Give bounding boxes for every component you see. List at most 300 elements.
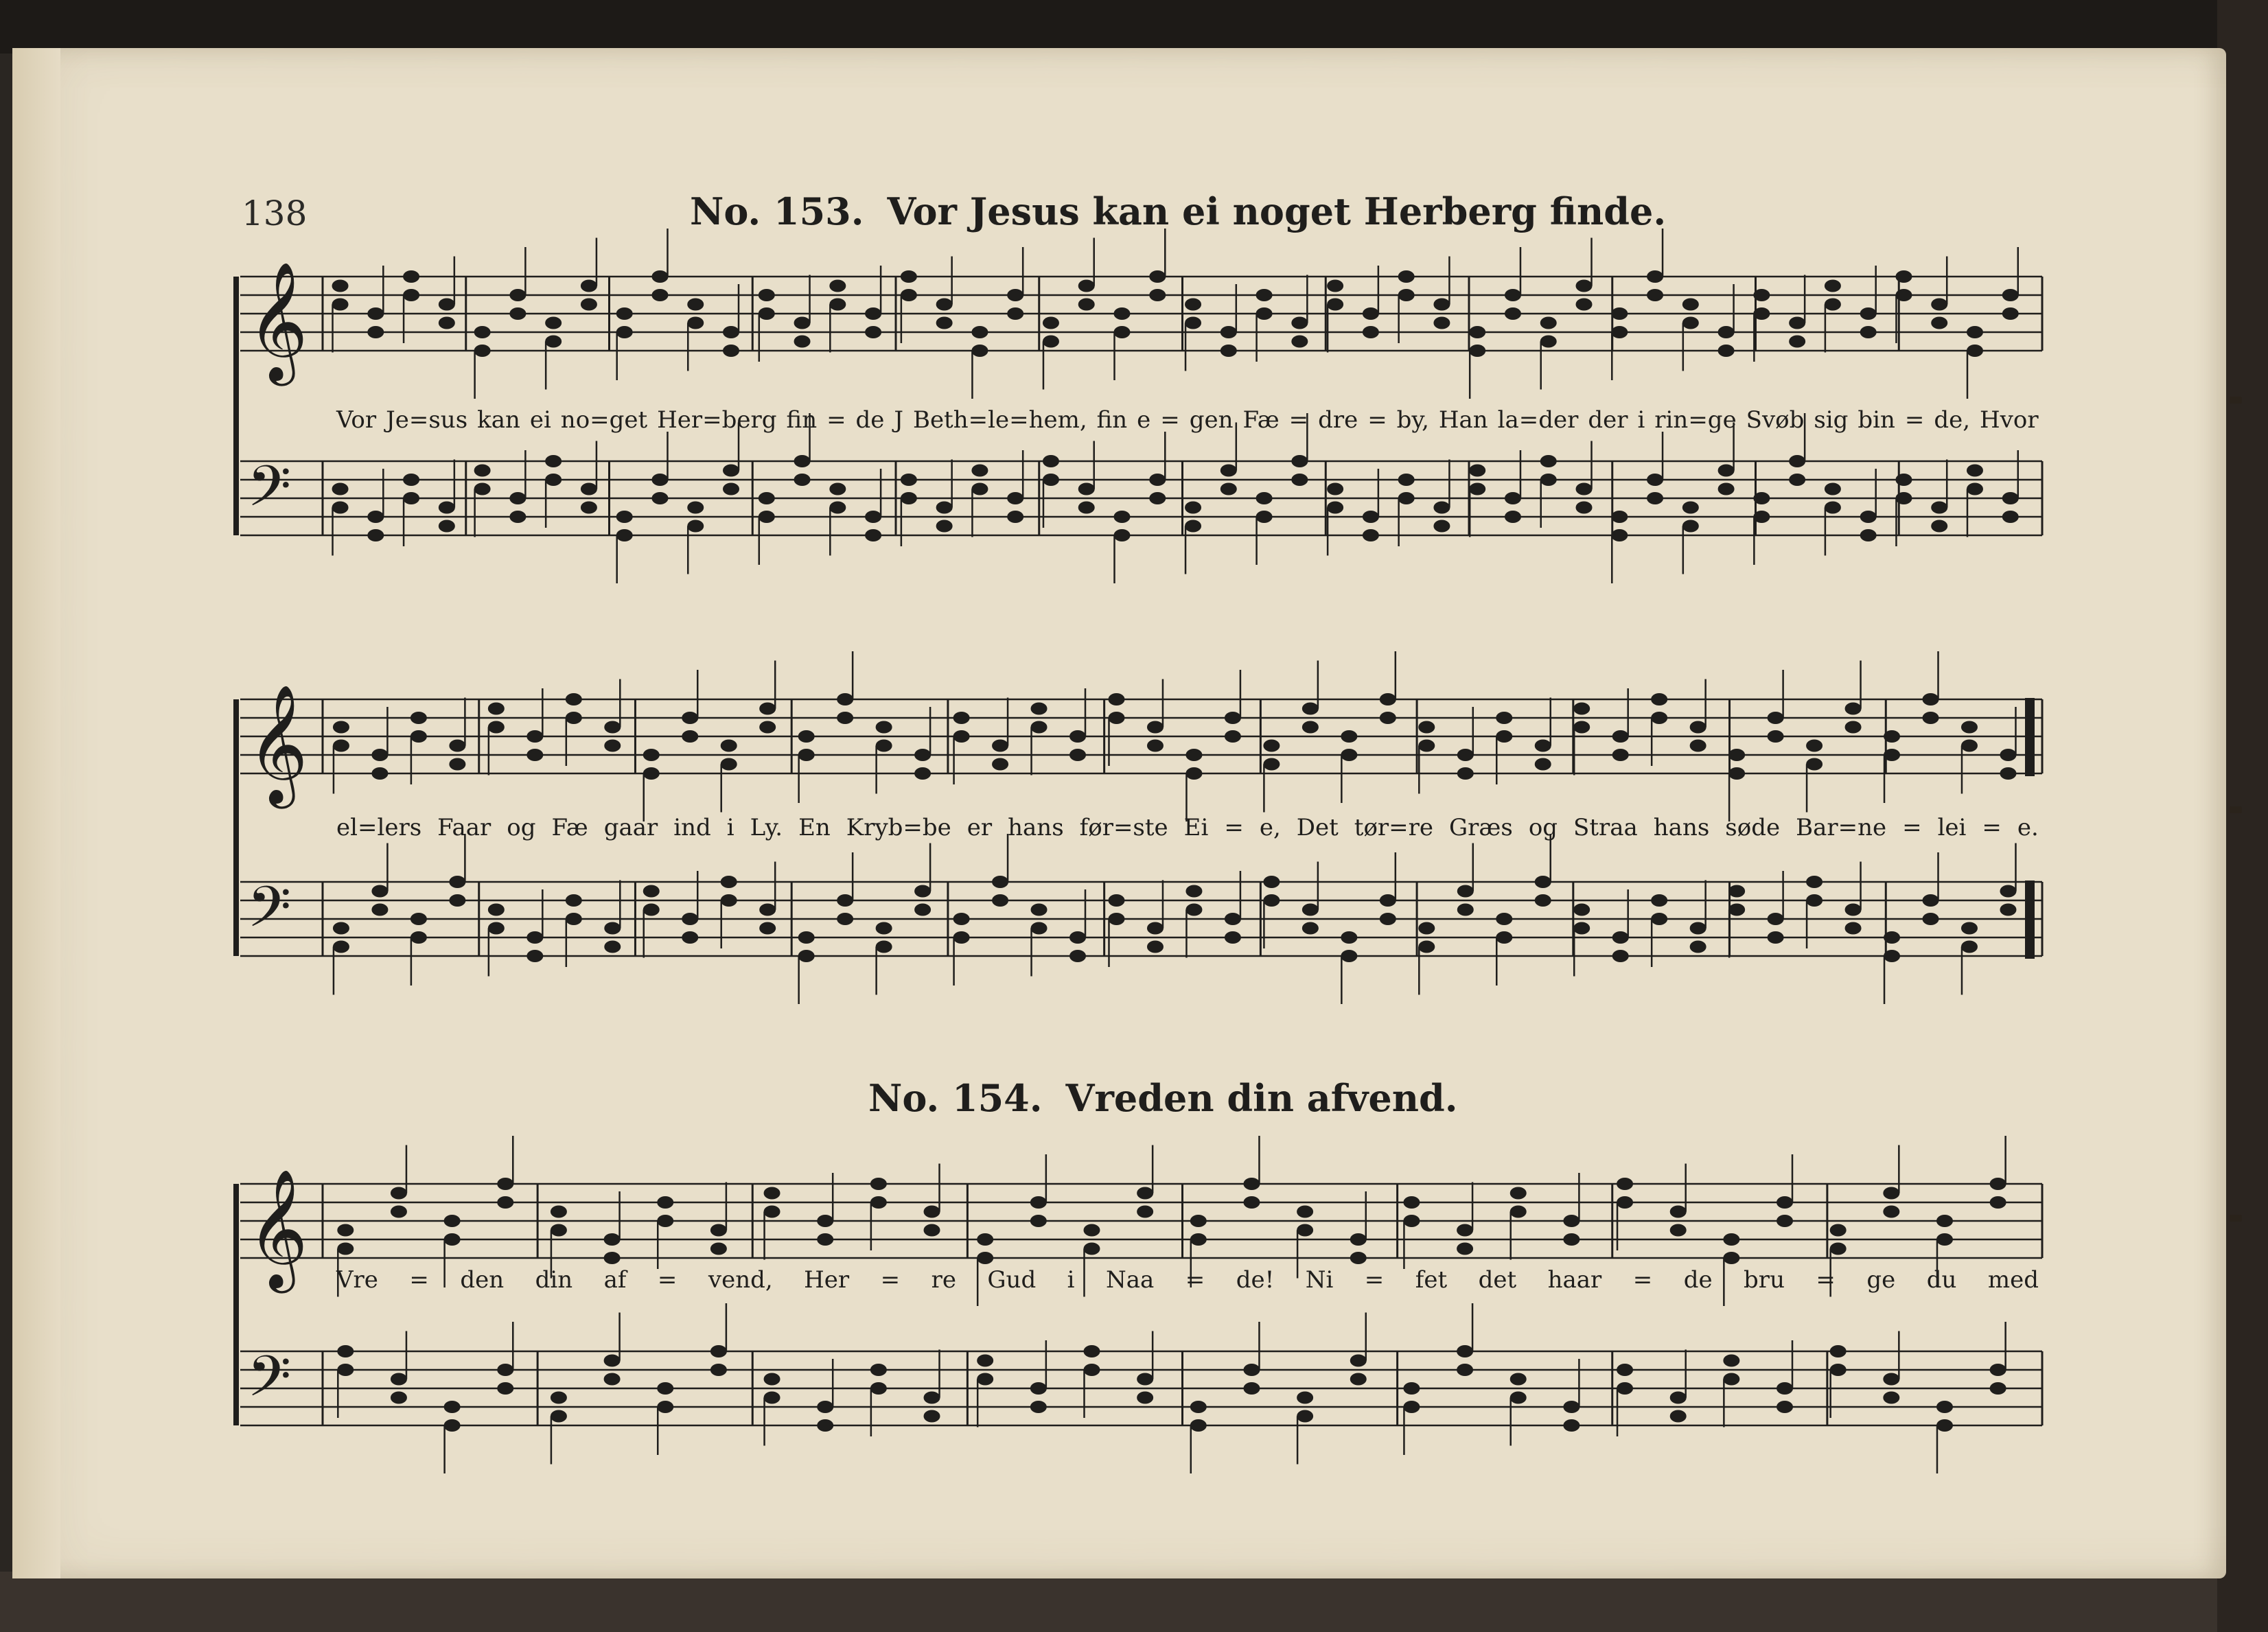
- note-head: [1398, 492, 1415, 504]
- note-head: [1302, 721, 1319, 734]
- note-head: [924, 1224, 940, 1237]
- note-head: [616, 511, 633, 523]
- note-head: [1185, 904, 1202, 916]
- note-head: [1291, 317, 1308, 329]
- note-head: [817, 1419, 833, 1432]
- note-head: [1083, 1224, 1100, 1237]
- note-head: [992, 876, 1008, 888]
- note-head: [566, 693, 582, 706]
- note-head: [1651, 712, 1667, 724]
- note-head: [1612, 749, 1629, 761]
- note-head: [1806, 876, 1822, 888]
- note-head: [1137, 1392, 1153, 1404]
- lyric-syllable: =: [880, 1266, 901, 1294]
- note-head: [1990, 1178, 2006, 1190]
- note-head: [1540, 455, 1557, 467]
- note-head: [1147, 740, 1164, 752]
- note-head: [1563, 1215, 1579, 1227]
- note-head: [798, 931, 815, 944]
- note-head: [1825, 502, 1841, 514]
- note-head: [526, 730, 543, 743]
- lyric-syllable: =: [1224, 814, 1244, 841]
- note-head: [1433, 317, 1450, 329]
- lyric-syllable: Her: [804, 1266, 850, 1294]
- note-head: [1611, 511, 1628, 523]
- song-title-text: Vor Jesus kan ei noget Herberg finde.: [887, 189, 1667, 233]
- note-head: [1895, 492, 1912, 504]
- note-head: [1297, 1392, 1313, 1404]
- note-head: [870, 1178, 887, 1190]
- lyric-syllable: du: [1926, 1266, 1957, 1294]
- note-head: [914, 767, 931, 780]
- note-head: [509, 307, 526, 320]
- lyric-syllable: tør=re: [1354, 814, 1434, 841]
- note-head: [1845, 703, 1862, 715]
- lyric-syllable: Kryb=be: [846, 814, 951, 841]
- note-head: [1031, 904, 1048, 916]
- note-head: [1777, 1382, 1793, 1395]
- note-head: [474, 483, 491, 496]
- lyric-syllable: de: [855, 406, 885, 434]
- note-head: [682, 730, 698, 743]
- note-head: [723, 483, 739, 496]
- note-head: [924, 1392, 940, 1404]
- lyric-syllable: før=ste: [1079, 814, 1168, 841]
- note-head: [1403, 1215, 1420, 1227]
- note-head: [604, 721, 621, 734]
- note-head: [1573, 721, 1590, 734]
- note-head: [488, 703, 505, 715]
- lyric-syllable: =: [1367, 406, 1387, 434]
- note-head: [1884, 950, 1900, 962]
- note-head: [1936, 1419, 1953, 1432]
- note-head: [1418, 740, 1435, 752]
- lyric-syllable: lei: [1937, 814, 1967, 841]
- note-head: [914, 885, 931, 898]
- note-head: [977, 1373, 993, 1386]
- note-head: [1728, 885, 1745, 898]
- note-head: [1723, 1373, 1739, 1386]
- note-head: [992, 894, 1008, 907]
- note-head: [1243, 1364, 1260, 1376]
- note-head: [1830, 1243, 1847, 1255]
- note-head: [723, 345, 739, 357]
- note-head: [1418, 721, 1435, 734]
- note-head: [829, 483, 846, 496]
- note-head: [1403, 1196, 1420, 1209]
- note-head: [1670, 1392, 1687, 1404]
- lyric-syllable: vend,: [708, 1266, 773, 1294]
- note-head: [1718, 465, 1735, 477]
- note-head: [497, 1196, 513, 1209]
- note-head: [2000, 904, 2016, 916]
- lyric-syllable: fin: [786, 406, 818, 434]
- note-head: [1496, 730, 1512, 743]
- note-head: [1108, 712, 1124, 724]
- note-head: [651, 492, 668, 504]
- note-head: [837, 693, 853, 706]
- note-head: [509, 492, 526, 504]
- lyric-syllable: Vor: [336, 406, 377, 434]
- note-head: [1825, 280, 1841, 292]
- note-head: [865, 529, 881, 541]
- lyric-syllable: og: [1528, 814, 1558, 841]
- note-head: [1113, 529, 1130, 541]
- lyric-syllable: =: [657, 1266, 678, 1294]
- note-head: [1433, 299, 1450, 311]
- lyric-syllable: bru: [1744, 1266, 1785, 1294]
- note-head: [367, 529, 384, 541]
- note-head: [1302, 922, 1319, 935]
- note-head: [829, 280, 846, 292]
- note-head: [1806, 740, 1822, 752]
- note-head: [1069, 931, 1086, 944]
- note-head: [1137, 1187, 1153, 1200]
- lyric-syllable: Det: [1296, 814, 1339, 841]
- lyric-syllable: i: [1637, 406, 1645, 434]
- note-head: [924, 1206, 940, 1218]
- lyric-syllable: ei: [529, 406, 551, 434]
- note-head: [657, 1196, 673, 1209]
- note-head: [953, 730, 970, 743]
- note-head: [1380, 913, 1396, 925]
- note-head: [1967, 465, 1983, 477]
- note-head: [837, 913, 853, 925]
- note-head: [794, 336, 811, 348]
- lyric-syllable: Ni: [1305, 1266, 1334, 1294]
- note-head: [1350, 1355, 1367, 1367]
- note-head: [1043, 455, 1059, 467]
- note-head: [721, 894, 737, 907]
- note-head: [1923, 894, 1939, 907]
- note-head: [914, 749, 931, 761]
- note-head: [723, 326, 739, 338]
- lyric-syllable: det: [1478, 1266, 1517, 1294]
- note-head: [1505, 511, 1521, 523]
- note-head: [1225, 712, 1241, 724]
- note-head: [1768, 931, 1784, 944]
- note-head: [551, 1206, 567, 1218]
- note-head: [1682, 520, 1699, 533]
- note-head: [798, 749, 815, 761]
- note-head: [1185, 520, 1201, 533]
- note-head: [1931, 299, 1947, 311]
- note-head: [1718, 345, 1735, 357]
- note-head: [1457, 749, 1474, 761]
- note-head: [1573, 703, 1590, 715]
- note-head: [1031, 703, 1048, 715]
- note-head: [1690, 740, 1706, 752]
- note-head: [1682, 317, 1699, 329]
- note-head: [545, 474, 562, 486]
- note-head: [1505, 307, 1521, 320]
- note-head: [1147, 721, 1164, 734]
- note-head: [687, 317, 704, 329]
- note-head: [2000, 767, 2016, 780]
- note-head: [1457, 885, 1474, 898]
- note-head: [1433, 520, 1450, 533]
- note-head: [643, 767, 660, 780]
- note-head: [1469, 483, 1485, 496]
- note-head: [1563, 1419, 1579, 1432]
- note-head: [1690, 721, 1706, 734]
- lyric-syllable: En: [798, 814, 831, 841]
- note-head: [551, 1392, 567, 1404]
- note-head: [1617, 1196, 1633, 1209]
- note-head: [410, 931, 427, 944]
- note-head: [1243, 1382, 1260, 1395]
- note-head: [1647, 270, 1663, 283]
- note-head: [1190, 1215, 1207, 1227]
- lyric-syllable: e: [1137, 406, 1151, 434]
- note-head: [1830, 1224, 1847, 1237]
- lyric-syllable: gaar: [603, 814, 658, 841]
- note-head: [1510, 1187, 1527, 1200]
- note-head: [721, 758, 737, 771]
- lyric-syllable: =: [826, 406, 846, 434]
- note-head: [1225, 730, 1241, 743]
- note-head: [710, 1243, 727, 1255]
- note-head: [1108, 913, 1124, 925]
- note-head: [829, 502, 846, 514]
- note-head: [1789, 455, 1805, 467]
- lyric-syllable: el=lers: [336, 814, 422, 841]
- note-head: [992, 758, 1008, 771]
- note-head: [1895, 270, 1912, 283]
- note-head: [901, 492, 917, 504]
- note-head: [1220, 326, 1237, 338]
- note-head: [1505, 492, 1521, 504]
- note-head: [1845, 904, 1862, 916]
- note-head: [1611, 326, 1628, 338]
- note-head: [1573, 904, 1590, 916]
- note-head: [1753, 307, 1770, 320]
- note-head: [1990, 1196, 2006, 1209]
- note-head: [1576, 280, 1593, 292]
- note-head: [721, 740, 737, 752]
- note-head: [333, 941, 349, 953]
- note-head: [410, 730, 427, 743]
- note-head: [367, 307, 384, 320]
- note-head: [1078, 483, 1095, 496]
- note-head: [545, 455, 562, 467]
- lyric-syllable: =: [1902, 814, 1922, 841]
- note-head: [391, 1206, 407, 1218]
- note-head: [1535, 740, 1551, 752]
- note-head: [403, 474, 419, 486]
- note-head: [526, 931, 543, 944]
- note-head: [337, 1345, 354, 1357]
- note-head: [794, 474, 811, 486]
- note-head: [1185, 749, 1202, 761]
- note-head: [449, 894, 465, 907]
- note-head: [759, 492, 775, 504]
- note-head: [1563, 1233, 1579, 1246]
- note-head: [337, 1364, 354, 1376]
- note-head: [901, 474, 917, 486]
- note-head: [1069, 749, 1086, 761]
- note-head: [1777, 1196, 1793, 1209]
- note-head: [545, 317, 562, 329]
- note-head: [2000, 749, 2016, 761]
- note-head: [1457, 1224, 1473, 1237]
- note-head: [1363, 529, 1379, 541]
- note-head: [1612, 950, 1629, 962]
- lyric-syllable: Faar: [437, 814, 491, 841]
- note-head: [1185, 299, 1201, 311]
- note-head: [1297, 1410, 1313, 1423]
- note-head: [1113, 511, 1130, 523]
- note-head: [1884, 931, 1900, 944]
- note-head: [604, 922, 621, 935]
- note-head: [1647, 474, 1663, 486]
- note-head: [723, 465, 739, 477]
- note-head: [682, 931, 698, 944]
- final-bar-icon: [2025, 698, 2035, 776]
- note-head: [1576, 299, 1593, 311]
- note-head: [1469, 465, 1485, 477]
- note-head: [817, 1401, 833, 1413]
- note-head: [371, 885, 388, 898]
- note-head: [1341, 931, 1357, 944]
- lyric-syllable: Je=sus: [386, 406, 468, 434]
- note-head: [1363, 511, 1379, 523]
- note-head: [1961, 922, 1978, 935]
- note-head: [759, 289, 775, 301]
- note-head: [1327, 299, 1343, 311]
- note-head: [566, 712, 582, 724]
- lyric-syllable: ind: [673, 814, 711, 841]
- note-head: [1007, 511, 1023, 523]
- note-head: [1496, 931, 1512, 944]
- note-head: [581, 280, 597, 292]
- note-head: [439, 317, 455, 329]
- note-head: [1617, 1364, 1633, 1376]
- note-head: [403, 492, 419, 504]
- note-head: [1256, 511, 1273, 523]
- note-head: [1147, 941, 1164, 953]
- note-head: [1185, 885, 1202, 898]
- note-head: [1806, 894, 1822, 907]
- note-head: [1030, 1401, 1047, 1413]
- note-head: [1990, 1364, 2006, 1376]
- note-head: [1789, 336, 1805, 348]
- treble-clef-icon: 𝄞: [247, 1169, 308, 1288]
- note-head: [1825, 299, 1841, 311]
- treble-clef-icon: 𝄞: [247, 261, 308, 381]
- note-head: [1647, 492, 1663, 504]
- note-head: [1185, 317, 1201, 329]
- note-head: [1535, 758, 1551, 771]
- note-head: [1350, 1233, 1367, 1246]
- note-head: [1936, 1215, 1953, 1227]
- note-head: [1078, 299, 1095, 311]
- note-head: [1108, 693, 1124, 706]
- note-head: [953, 931, 970, 944]
- note-head: [1433, 502, 1450, 514]
- note-head: [1403, 1401, 1420, 1413]
- note-head: [1967, 483, 1983, 496]
- bass-clef-icon: 𝄢: [247, 874, 292, 954]
- note-head: [759, 721, 776, 734]
- note-head: [1380, 894, 1396, 907]
- note-head: [1860, 511, 1877, 523]
- note-head: [1327, 483, 1343, 496]
- note-head: [876, 740, 892, 752]
- note-head: [971, 326, 988, 338]
- note-head: [604, 1355, 621, 1367]
- note-head: [509, 289, 526, 301]
- note-head: [1723, 1355, 1739, 1367]
- note-head: [870, 1364, 887, 1376]
- note-head: [337, 1224, 354, 1237]
- note-head: [333, 740, 349, 752]
- note-head: [1007, 289, 1023, 301]
- lyric-syllable: sig: [1814, 406, 1849, 434]
- lyric-syllable: af: [603, 1266, 627, 1294]
- note-head: [1923, 712, 1939, 724]
- note-head: [759, 511, 775, 523]
- note-head: [710, 1345, 727, 1357]
- note-head: [936, 299, 953, 311]
- note-head: [1883, 1187, 1899, 1200]
- note-head: [1728, 904, 1745, 916]
- note-head: [1768, 913, 1784, 925]
- note-head: [333, 721, 349, 734]
- bass-clef-icon: 𝄢: [247, 453, 292, 533]
- note-head: [657, 1382, 673, 1395]
- note-head: [657, 1401, 673, 1413]
- note-head: [1895, 474, 1912, 486]
- note-head: [759, 904, 776, 916]
- note-head: [1149, 474, 1166, 486]
- lyric-syllable: by,: [1396, 406, 1429, 434]
- note-head: [1931, 317, 1947, 329]
- note-head: [1753, 289, 1770, 301]
- note-head: [759, 307, 775, 320]
- note-head: [1398, 474, 1415, 486]
- note-head: [1031, 721, 1048, 734]
- note-head: [936, 502, 953, 514]
- page-number: 138: [242, 194, 308, 233]
- lyric-syllable: Han: [1438, 406, 1488, 434]
- note-head: [1363, 307, 1379, 320]
- note-head: [439, 299, 455, 311]
- note-head: [1031, 922, 1048, 935]
- note-head: [474, 465, 491, 477]
- note-head: [1030, 1382, 1047, 1395]
- note-head: [1363, 326, 1379, 338]
- lyric-syllable: Her=berg: [657, 406, 777, 434]
- note-head: [865, 511, 881, 523]
- note-head: [371, 904, 388, 916]
- note-head: [1860, 326, 1877, 338]
- note-head: [924, 1410, 940, 1423]
- note-head: [1302, 703, 1319, 715]
- note-head: [1535, 876, 1551, 888]
- note-head: [1291, 474, 1308, 486]
- note-head: [1083, 1364, 1100, 1376]
- lyric-syllable: din: [535, 1266, 573, 1294]
- bass-clef-icon: 𝄢: [247, 1343, 292, 1423]
- note-head: [1510, 1373, 1527, 1386]
- lyric-syllable: dre: [1318, 406, 1358, 434]
- note-head: [759, 922, 776, 935]
- note-head: [604, 941, 621, 953]
- note-head: [566, 913, 582, 925]
- note-head: [1297, 1224, 1313, 1237]
- note-head: [1457, 1364, 1473, 1376]
